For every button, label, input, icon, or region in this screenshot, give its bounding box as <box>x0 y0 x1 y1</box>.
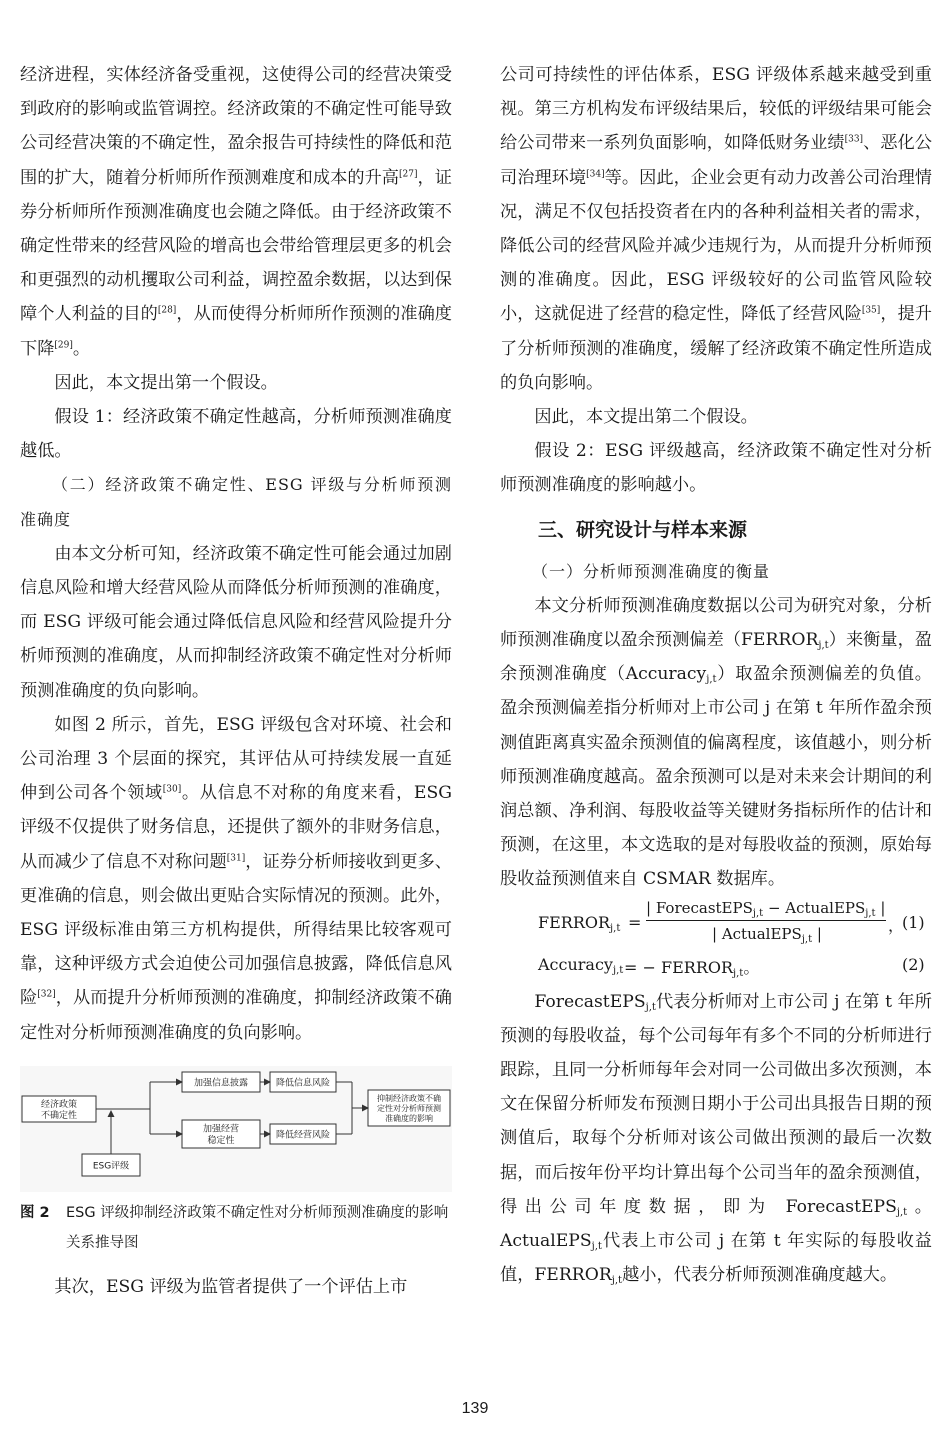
subsection-heading: （二）经济政策不确定性、ESG 评级与分析师预测准确度 <box>20 475 452 529</box>
caption-text: ESG 评级抑制经济政策不确定性对分析师预测准确度的影响关系推导图 <box>66 1204 449 1251</box>
paragraph: 其次，ESG 评级为监管者提供了一个评估上市 <box>54 1276 408 1297</box>
paragraph: 由本文分析可知，经济政策不确定性可能会通过加剧信息风险和增大经营风险从而降低分析师预测的准确度，而 ESG 评级可能会通过降低信息风险和经营风险提升分析师预测的准确度，从而抑制经济政策不确定性对分析师预测准确度的负向影响。 <box>20 543 452 701</box>
paragraph: 如图 2 所示，首先，ESG 评级包含对环境、社会和公司治理 3 个层面的探究，其评估从可持续发展一直延伸到公司各个领域[30]。从信息不对称的角度来看，ESG 评级不仅提供了财务信息，还提供了额外的非财务信息，从而减少了信息不对称问题[31]，证券分析师接收到更多、更准确的信息，则会做出更贴合实际情况的预测。此外，ESG 评级标准由第三方机构提供，所得结果比较客观可靠，这种评级方式会迫使公司加强信息披露，降低信息风险[32]，从而提升分析师预测的准确度，抑制经济政策不确定性对分析师预测准确度的负向影响。 <box>20 714 452 1043</box>
section-heading: 三、研究设计与样本来源 <box>538 518 748 541</box>
paragraph: 因此，本文提出第一个假设。 <box>54 372 278 393</box>
node-epu-label: 不确定性 <box>40 1110 78 1121</box>
citation[interactable]: [34] <box>586 168 605 179</box>
equation-2 <box>500 949 932 985</box>
node-result-label: 准确度的影响 <box>385 1113 433 1123</box>
eq2-lhs: Accuracyj,t <box>538 954 624 976</box>
caption-label: 图 2 <box>20 1204 50 1221</box>
node-disclosure-label: 加强信息披露 <box>193 1078 249 1089</box>
citation[interactable]: [33] <box>844 134 864 145</box>
citation[interactable]: [35] <box>861 305 881 316</box>
figure-2-diagram <box>20 1066 452 1192</box>
node-stability-label: 加强经营 <box>202 1124 240 1135</box>
figure-caption <box>20 1198 452 1258</box>
right-column <box>500 58 932 1293</box>
fraction-bar <box>646 920 886 921</box>
eq1-lhs: FERRORj,t <box>538 912 621 934</box>
eq1-denominator: | ActualEPS$_{j,t}$ | <box>712 924 822 945</box>
citation[interactable]: [28] <box>157 305 177 316</box>
equation-1: FERRORj,t = | ForecastEPS$_{j,t}$ − ActualEPS$_{j,t}$ | | ActualEPS$_{j,t}$ | ， (1) <box>538 898 925 945</box>
citation[interactable]: [30] <box>162 784 182 795</box>
node-result-label: 抑制经济政策不确 <box>377 1093 441 1103</box>
citation[interactable]: [27] <box>399 168 418 179</box>
node-esg-label: ESG评级 <box>92 1161 130 1172</box>
eq2-rhs: = − FERRORj,t。 <box>624 957 760 979</box>
page-number: 139 <box>461 1400 489 1417</box>
paragraph: 因此，本文提出第二个假设。 <box>534 407 758 428</box>
node-info-risk-label: 降低信息风险 <box>275 1078 331 1089</box>
equation-number: (1) <box>902 912 925 932</box>
hypothesis-2: 假设 2：ESG 评级越高，经济政策不确定性对分析师预测准确度的影响越小。 <box>500 441 932 496</box>
left-column <box>20 58 452 1304</box>
paragraph: ForecastEPSj,t代表分析师对上市公司 j 在第 t 年所预测的每股收益，每个公司每年有多个不同的分析师进行跟踪，且同一分析师每年会对同一公司做出多次预测，本文在保留分析师发布预测日期小于公司出具报告日期的预测值后，取每个分析师对该公司做出预测的最后一次数据，而后按年份平均计算出每个公司当年的盈余预测值，得出公司年度数据，即为 ForecastEPSj,t。ActualEPSj,t代表上市公司 j 在第 t 年实际的每股收益值，FERRORj,t越小，代表分析师预测准确度越大。 <box>500 991 932 1287</box>
citation[interactable]: [31] <box>226 852 246 863</box>
node-epu-label: 经济政策 <box>40 1099 78 1110</box>
eq1-numerator: | ForecastEPS$_{j,t}$ − ActualEPS$_{j,t}$ | <box>646 898 886 919</box>
node-op-risk-label: 降低经营风险 <box>275 1130 331 1141</box>
paragraph: 公司可持续性的评估体系，ESG 评级体系越来越受到重视。第三方机构发布评级结果后，较低的评级结果可能会给公司带来一系列负面影响，如降低财务业绩[33]、恶化公司治理环境[34]等。因此，企业会更有动力改善公司治理情况，满足不仅包括投资者在内的各种利益相关者的需求，降低公司的经营风险并减少违规行为，从而提升分析师预测的准确度。因此，ESG 评级较好的公司监管风险较小，这就促进了经营的稳定性，降低了经营风险[35]，提升了分析师预测的准确度，缓解了经济政策不确定性所造成的负向影响。 <box>500 65 932 393</box>
subsection-heading: （一）分析师预测准确度的衡量 <box>532 561 771 581</box>
node-result-label: 定性对分析师预测 <box>377 1103 441 1113</box>
equation-number: (2) <box>902 954 925 974</box>
citation[interactable]: [29] <box>54 339 73 350</box>
citation[interactable]: [32] <box>37 989 56 1000</box>
paragraph: 本文分析师预测准确度数据以公司为研究对象，分析师预测准确度以盈余预测偏差（FERRORj,t）来衡量，盈余预测准确度（Accuracyj,t）取盈余预测偏差的负值。盈余预测偏差指分析师对上市公司 j 在第 t 年所作盈余预测值距离真实盈余预测值的偏离程度，该值越小，则分析师预测准确度越高。盈余预测可以是对未来会计期间的利润总额、净利润、每股收益等关键财务指标所作的估计和预测，在这里，本文选取的是对每股收益的预测，原始每股收益预测值来自 CSMAR 数据库。 <box>500 595 932 890</box>
node-stability-label: 稳定性 <box>207 1135 235 1146</box>
paragraph: 经济进程，实体经济备受重视，这使得公司的经营决策受到政府的影响或监管调控。经济政策的不确定性可能导致公司经营决策的不确定性，盈余报告可持续性的降低和范围的扩大，随着分析师所作预测难度和成本的升高[27]，证券分析师所作预测准确度也会随之降低。由于经济政策不确定性带来的经营风险的增高也会带给管理层更多的机会和更强烈的动机攫取公司利益，调控盈余数据，以达到保障个人利益的目的[28]，从而使得分析师所作预测的准确度下降[29]。 <box>20 65 452 359</box>
hypothesis-1: 假设 1：经济政策不确定性越高，分析师预测准确度越低。 <box>20 407 452 462</box>
